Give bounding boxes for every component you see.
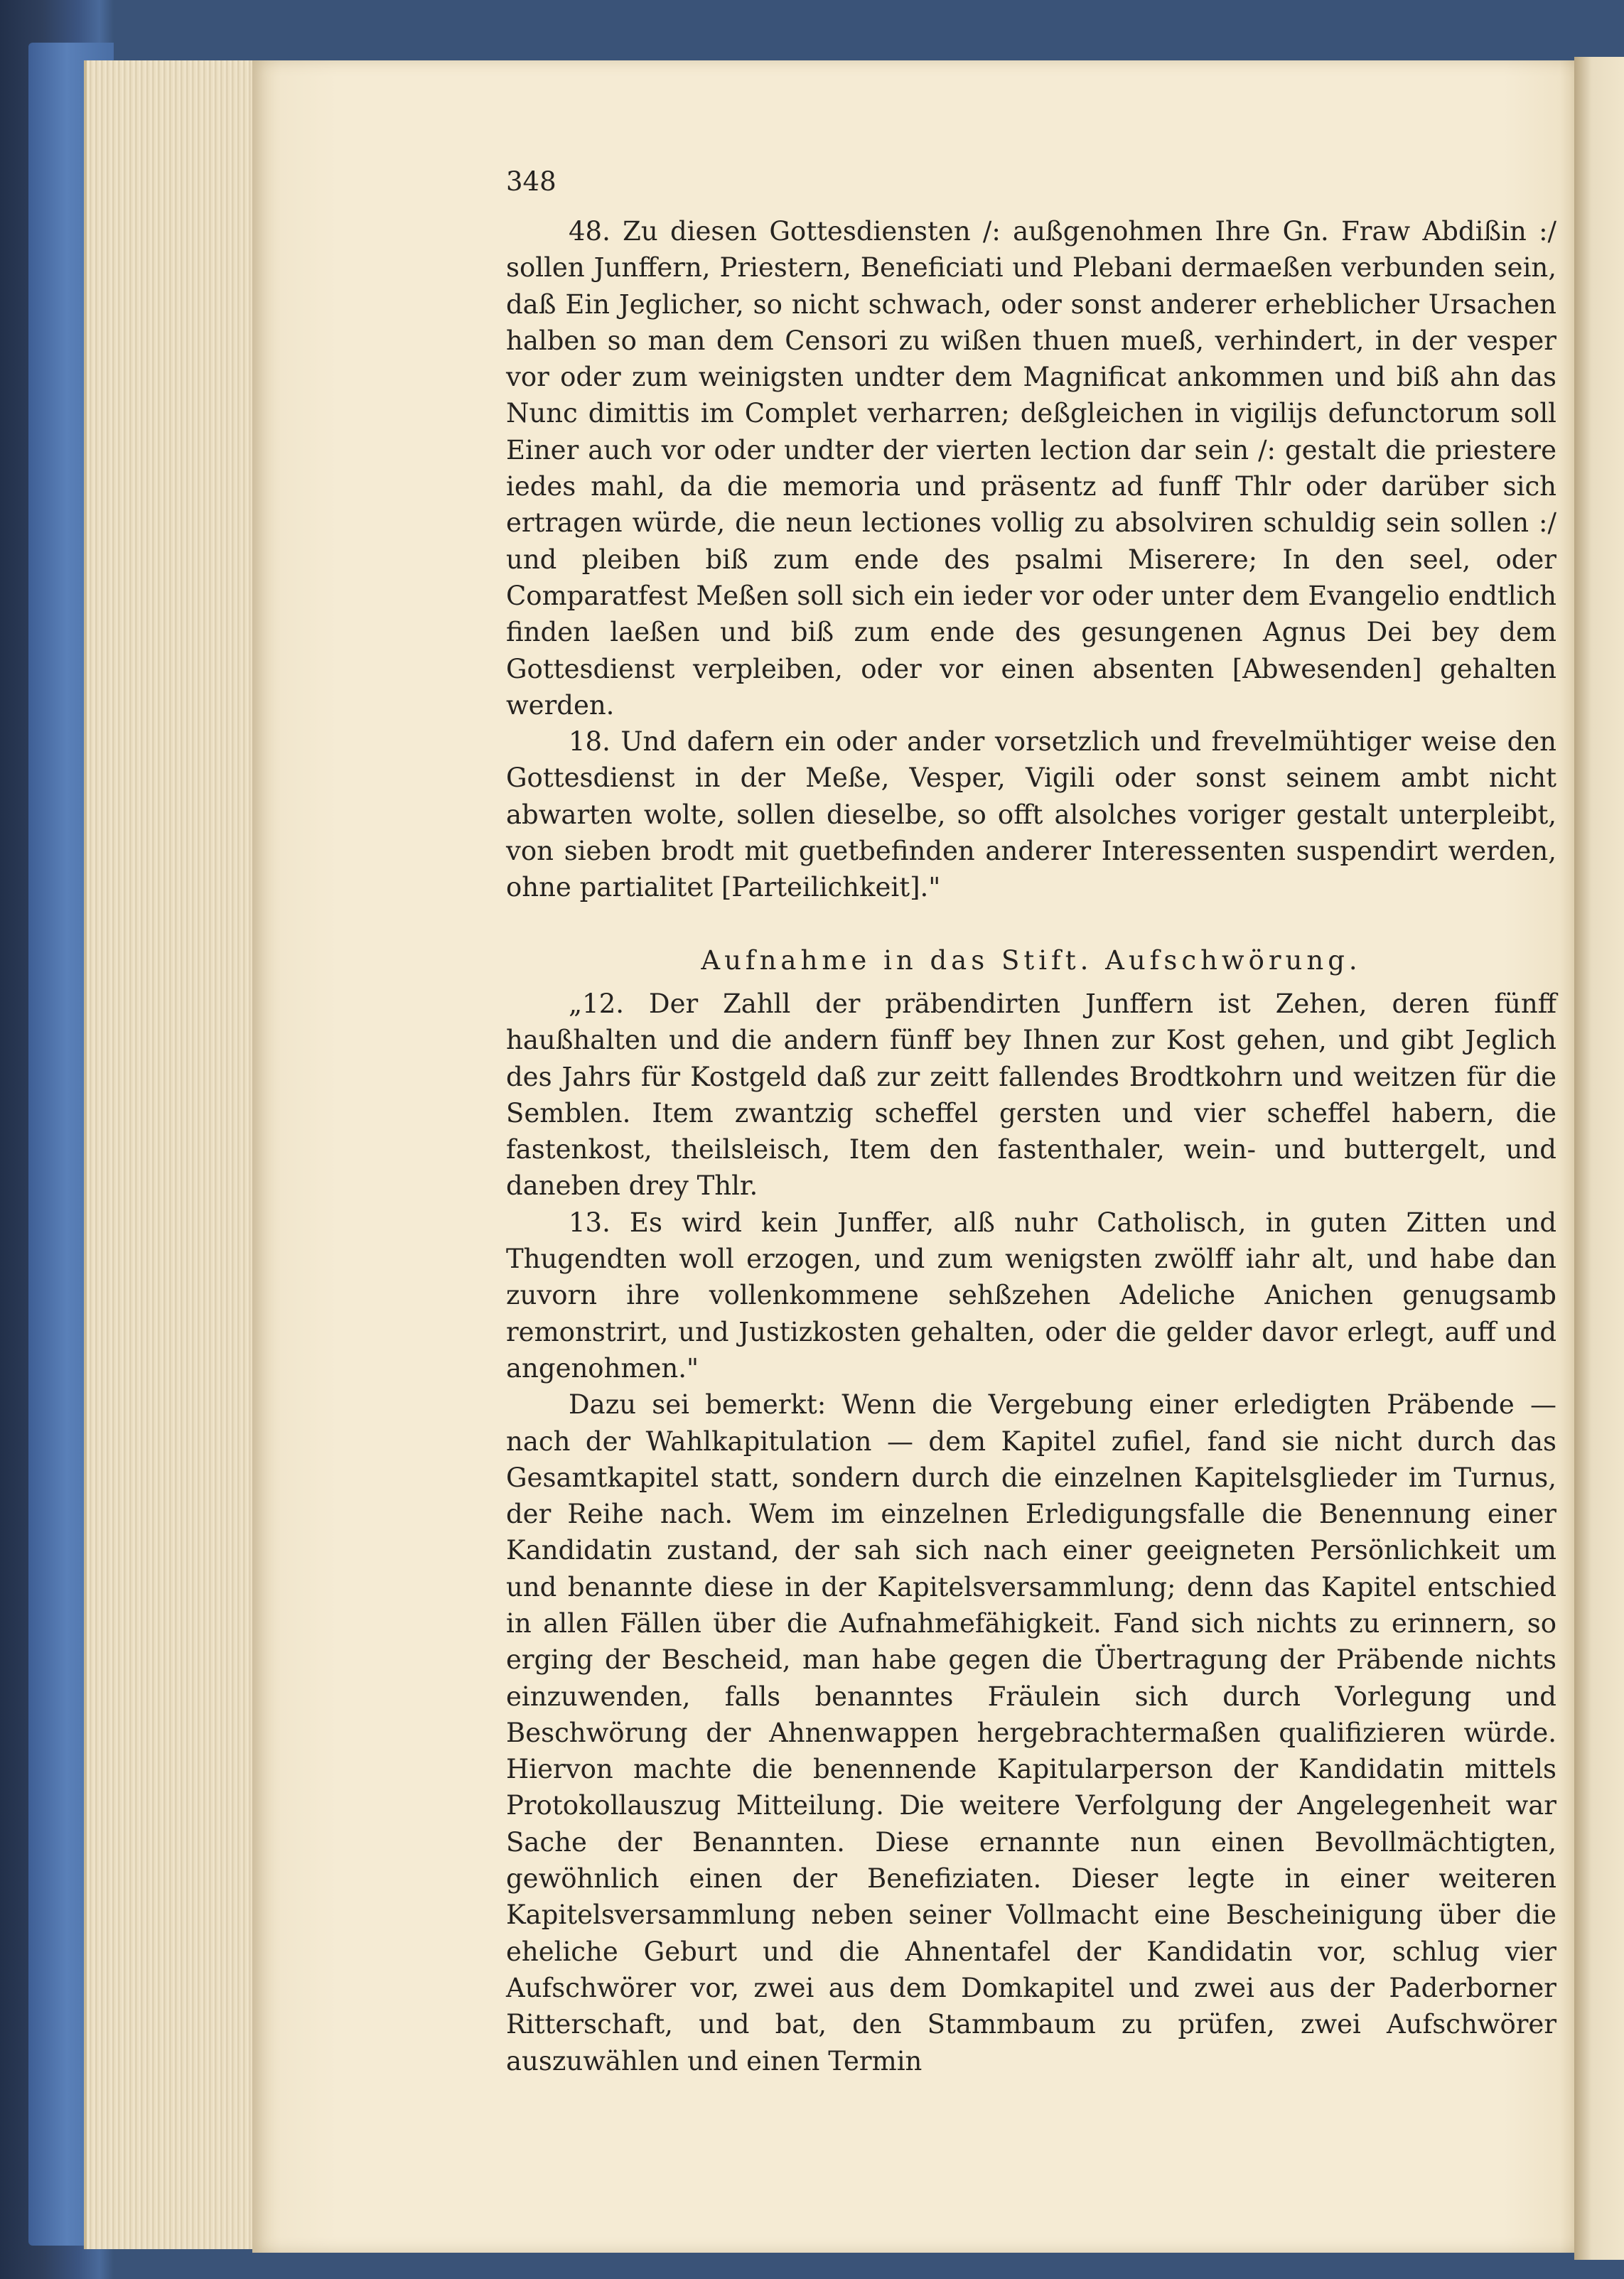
paragraph-48: 48. Zu diesen Gottesdiensten /: außgenohmen Ihre Gn. Fraw Abdißin :/ sollen Junffern, Priestern, Beneficiati und Plebani dermaeßen verbunden sein, daß Ein Jeglicher, so nicht schwach, oder sonst anderer erheblicher Ursachen halben so man dem Censori zu wißen thuen mueß, verhindert, in der vesper vor oder zum weinigsten undter dem Magnificat ankommen und biß ahn das Nunc dimittis im Complet verharren; deßgleichen in vigilijs defunctorum soll Einer auch vor oder undter der vierten lection dar sein /: gestalt die priestere iedes mahl, da die memoria und präsentz ad funff Thlr oder darüber sich ertragen würde, die neun lectiones vollig zu absolviren schuldig sein sollen :/ und pleiben biß zum ende des psalmi Miserere; In den seel, oder Comparatfest Meßen soll sich ein ieder vor oder unter dem Evangelio endtlich finden laeßen und biß zum ende des gesungenen Agnus Dei bey dem Gottesdienst verpleiben, oder vor einen absenten [Abwesenden] gehalten werden.	[506, 216, 1556, 721]
paragraph-18: 18. Und dafern ein oder ander vorsetzlich und frevelmühtiger weise den Gottesdienst in der Meße, Vesper, Vigili oder sonst seinem ambt nicht abwarten wolte, sollen dieselbe, so offt alsolches voriger gestalt unterpleibt, von sieben brodt mit guetbefinden anderer Interessenten suspendirt werden, ohne partialitet [Parteilichkeit]."	[506, 726, 1556, 903]
page-edges	[84, 60, 264, 2249]
next-page-edge	[1574, 57, 1624, 2260]
paragraph-12: „12. Der Zahll der präbendirten Junffern ist Zehen, deren fünff haußhalten und die andern fünff bey Ihnen zur Kost gehen, und gibt Jeglich des Jahrs für Kostgeld daß zur zeitt fallendes Brodtkohrn und weitzen für die Semblen. Item zwantzig scheffel gersten und vier scheffel habern, die fastenkost, theilsleisch, Item den fastenthaler, wein- und buttergelt, und daneben drey Thlr.	[506, 988, 1556, 1202]
paragraph-13: 13. Es wird kein Junffer, alß nuhr Catholisch, in guten Zitten und Thugendten woll erzogen, und zum wenigsten zwölff iahr alt, und habe dan zuvorn ihre vollenkommene sehßzehen Adeliche Anichen genugsamb remonstrirt, und Justizkosten gehalten, oder die gelder davor erlegt, auff und angenohmen."	[506, 1207, 1556, 1384]
section-gap	[506, 906, 1556, 942]
page-text	[506, 213, 1556, 2079]
page-number: 348	[506, 166, 556, 197]
paragraph-commentary: Dazu sei bemerkt: Wenn die Vergebung einer erledigten Präbende — nach der Wahlkapitulation — dem Kapitel zufiel, fand sie nicht durch das Gesamtkapitel statt, sondern durch die einzelnen Kapitelsglieder im Turnus, der Reihe nach. Wem im einzelnen Erledigungsfalle die Benennung einer Kandidatin zustand, der sah sich nach einer geeigneten Persönlichkeit um und benannte diese in der Kapitelsversammlung; denn das Kapitel entschied in allen Fällen über die Aufnahmefähigkeit. Fand sich nichts zu erinnern, so erging der Bescheid, man habe gegen die Übertragung der Präbende nichts einzuwenden, falls benanntes Fräulein sich durch Vorlegung und Beschwörung der Ahnenwappen hergebrachtermaßen qualifizieren würde. Hiervon machte die benennende Kapitularperson der Kandidatin mittels Protokollauszug Mitteilung. Die weitere Verfolgung der Angelegenheit war Sache der Benannten. Diese ernannte nun einen Bevollmächtigten, gewöhnlich einen der Benefiziaten. Dieser legte in einer weiteren Kapitelsversammlung neben seiner Vollmacht eine Bescheinigung über die eheliche Geburt und die Ahnentafel der Kandidatin vor, schlug vier Aufschwörer vor, zwei aus dem Domkapitel und zwei aus der Paderborner Ritterschaft, und bat, den Stammbaum zu prüfen, zwei Aufschwörer auszuwählen und einen Termin	[506, 1389, 1556, 2076]
section-heading: Aufnahme in das Stift. Aufschwörung.	[701, 944, 1362, 976]
